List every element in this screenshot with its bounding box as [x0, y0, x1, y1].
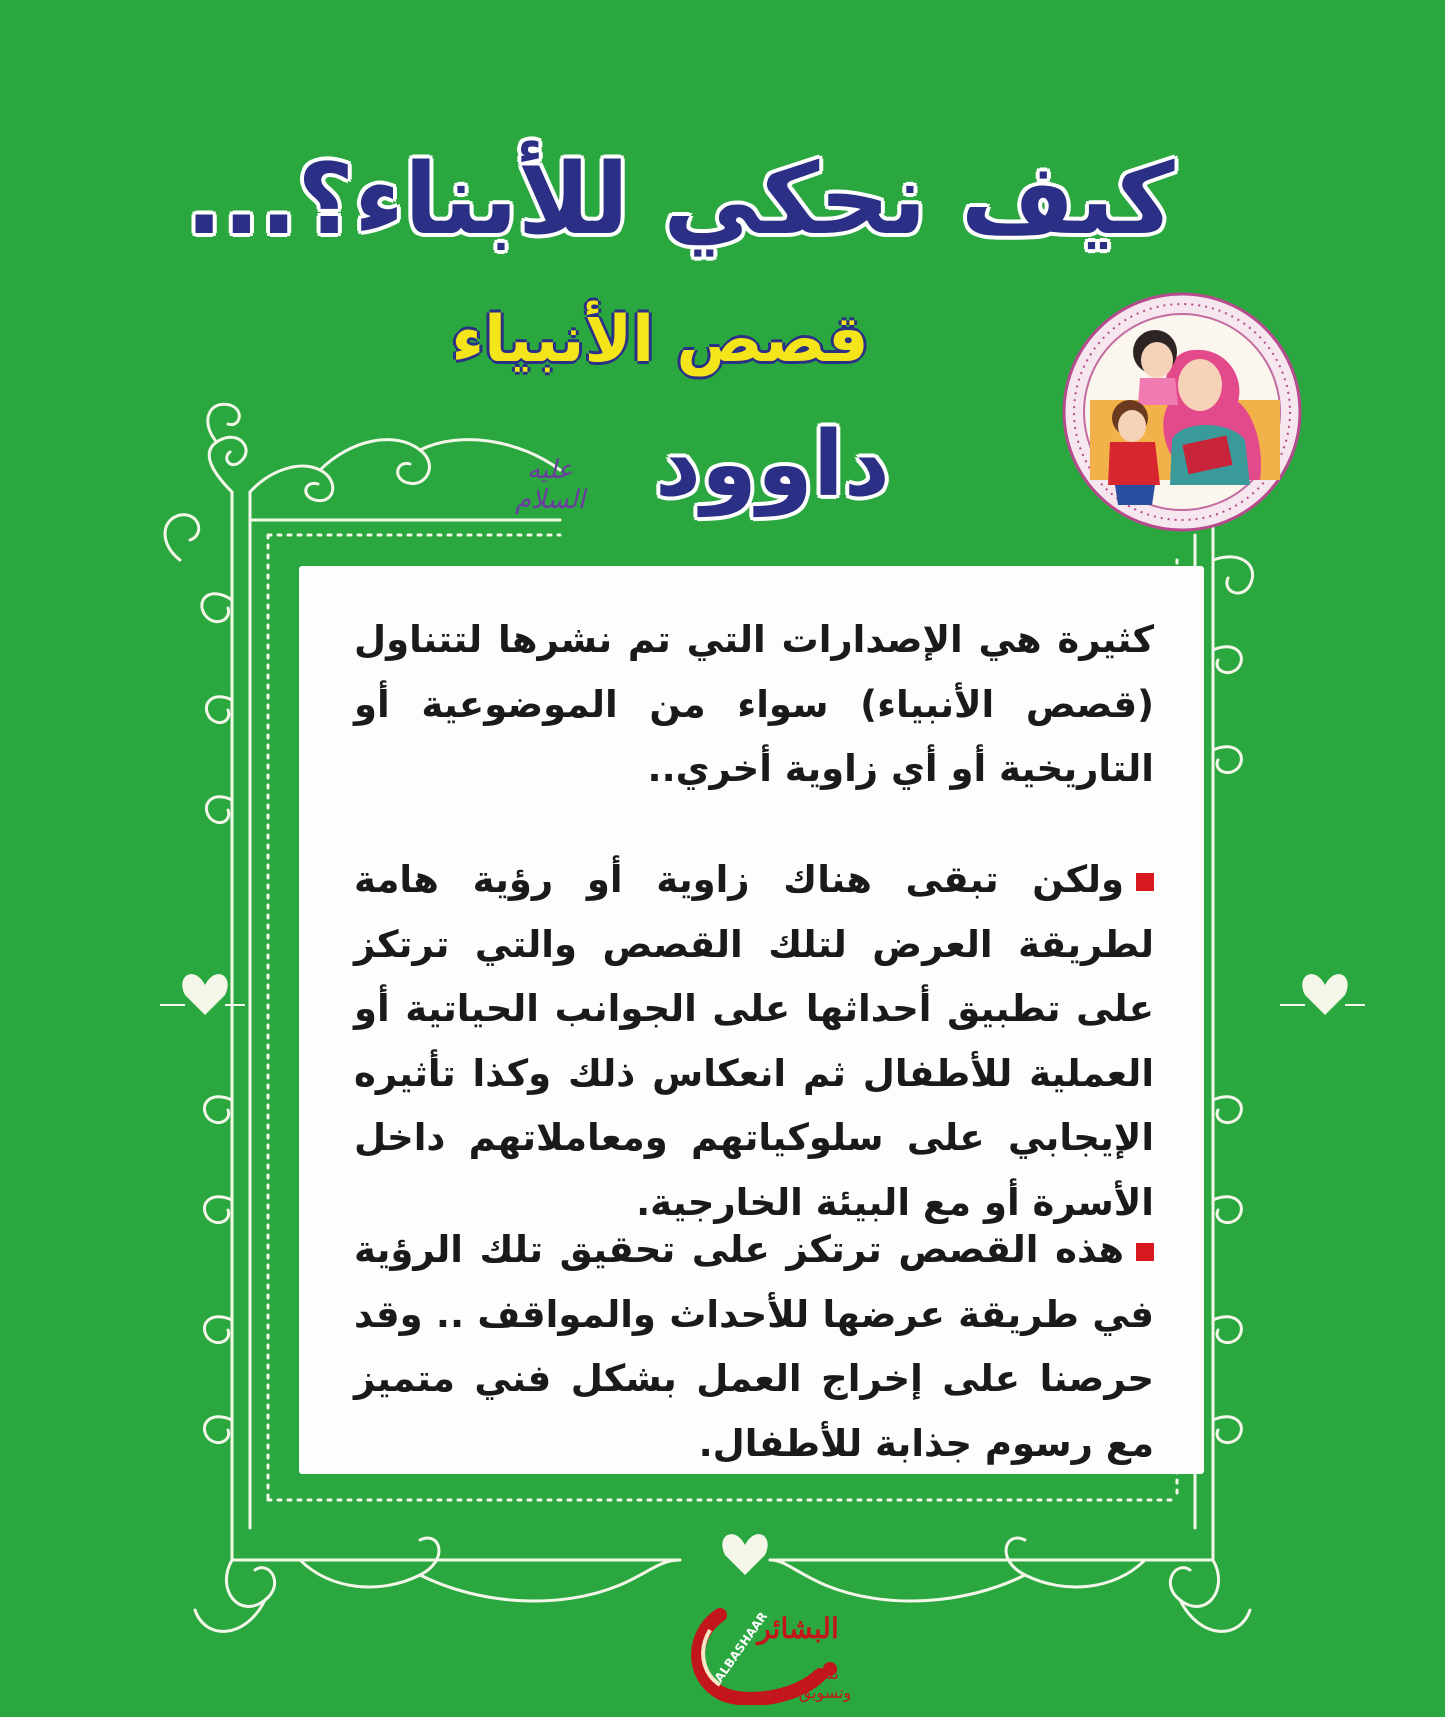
prophet-name: داوود	[654, 412, 890, 517]
series-title: قصص الأنبياء	[451, 303, 869, 377]
heart-bottom-icon	[722, 1534, 767, 1575]
heart-left-icon	[182, 974, 227, 1015]
heart-right-icon	[1302, 974, 1347, 1015]
description-paragraph-2	[354, 848, 1154, 1235]
honorific-calligraphy: عليه السلام	[515, 455, 585, 515]
publisher-latin-name: ALBASHAAR	[711, 1609, 771, 1685]
description-paragraph-3	[354, 1218, 1154, 1476]
family-reading-illustration-icon	[1060, 290, 1305, 535]
description-box	[299, 566, 1204, 1474]
publisher-tagline: نشر وتسويق	[798, 1664, 852, 1702]
bullet-square-icon	[1136, 873, 1154, 891]
paragraph-2-text: ولكن تبقى هناك زاوية أو رؤية هامة لطريقة العرض لتلك القصص والتي ترتكز على تطبيق أحداثها على الجوانب الحياتية أو العملية للأطفال ثم انعكاس ذلك وكذا تأثيره الإيجابي على سلوكياتهم ومعاملاتهم داخل الأسرة أو مع البيئة الخارجية.	[354, 858, 1154, 1224]
publisher-name: البشائر	[757, 1612, 839, 1645]
description-paragraph-1: كثيرة هي الإصدارات التي تم نشرها لتتناول (قصص الأنبياء) سواء من الموضوعية أو التاريخية أو أي زاوية أخري..	[354, 618, 1154, 790]
book-title: كيف نحكي للأبناء؟...	[185, 143, 1175, 257]
paragraph-3-text: هذه القصص ترتكز على تحقيق تلك الرؤية في طريقة عرضها للأحداث والمواقف .. وقد حرصنا على إخراج العمل بشكل فني متميز مع رسوم جذابة للأطفال.	[354, 1228, 1154, 1465]
bullet-square-icon	[1136, 1243, 1154, 1261]
